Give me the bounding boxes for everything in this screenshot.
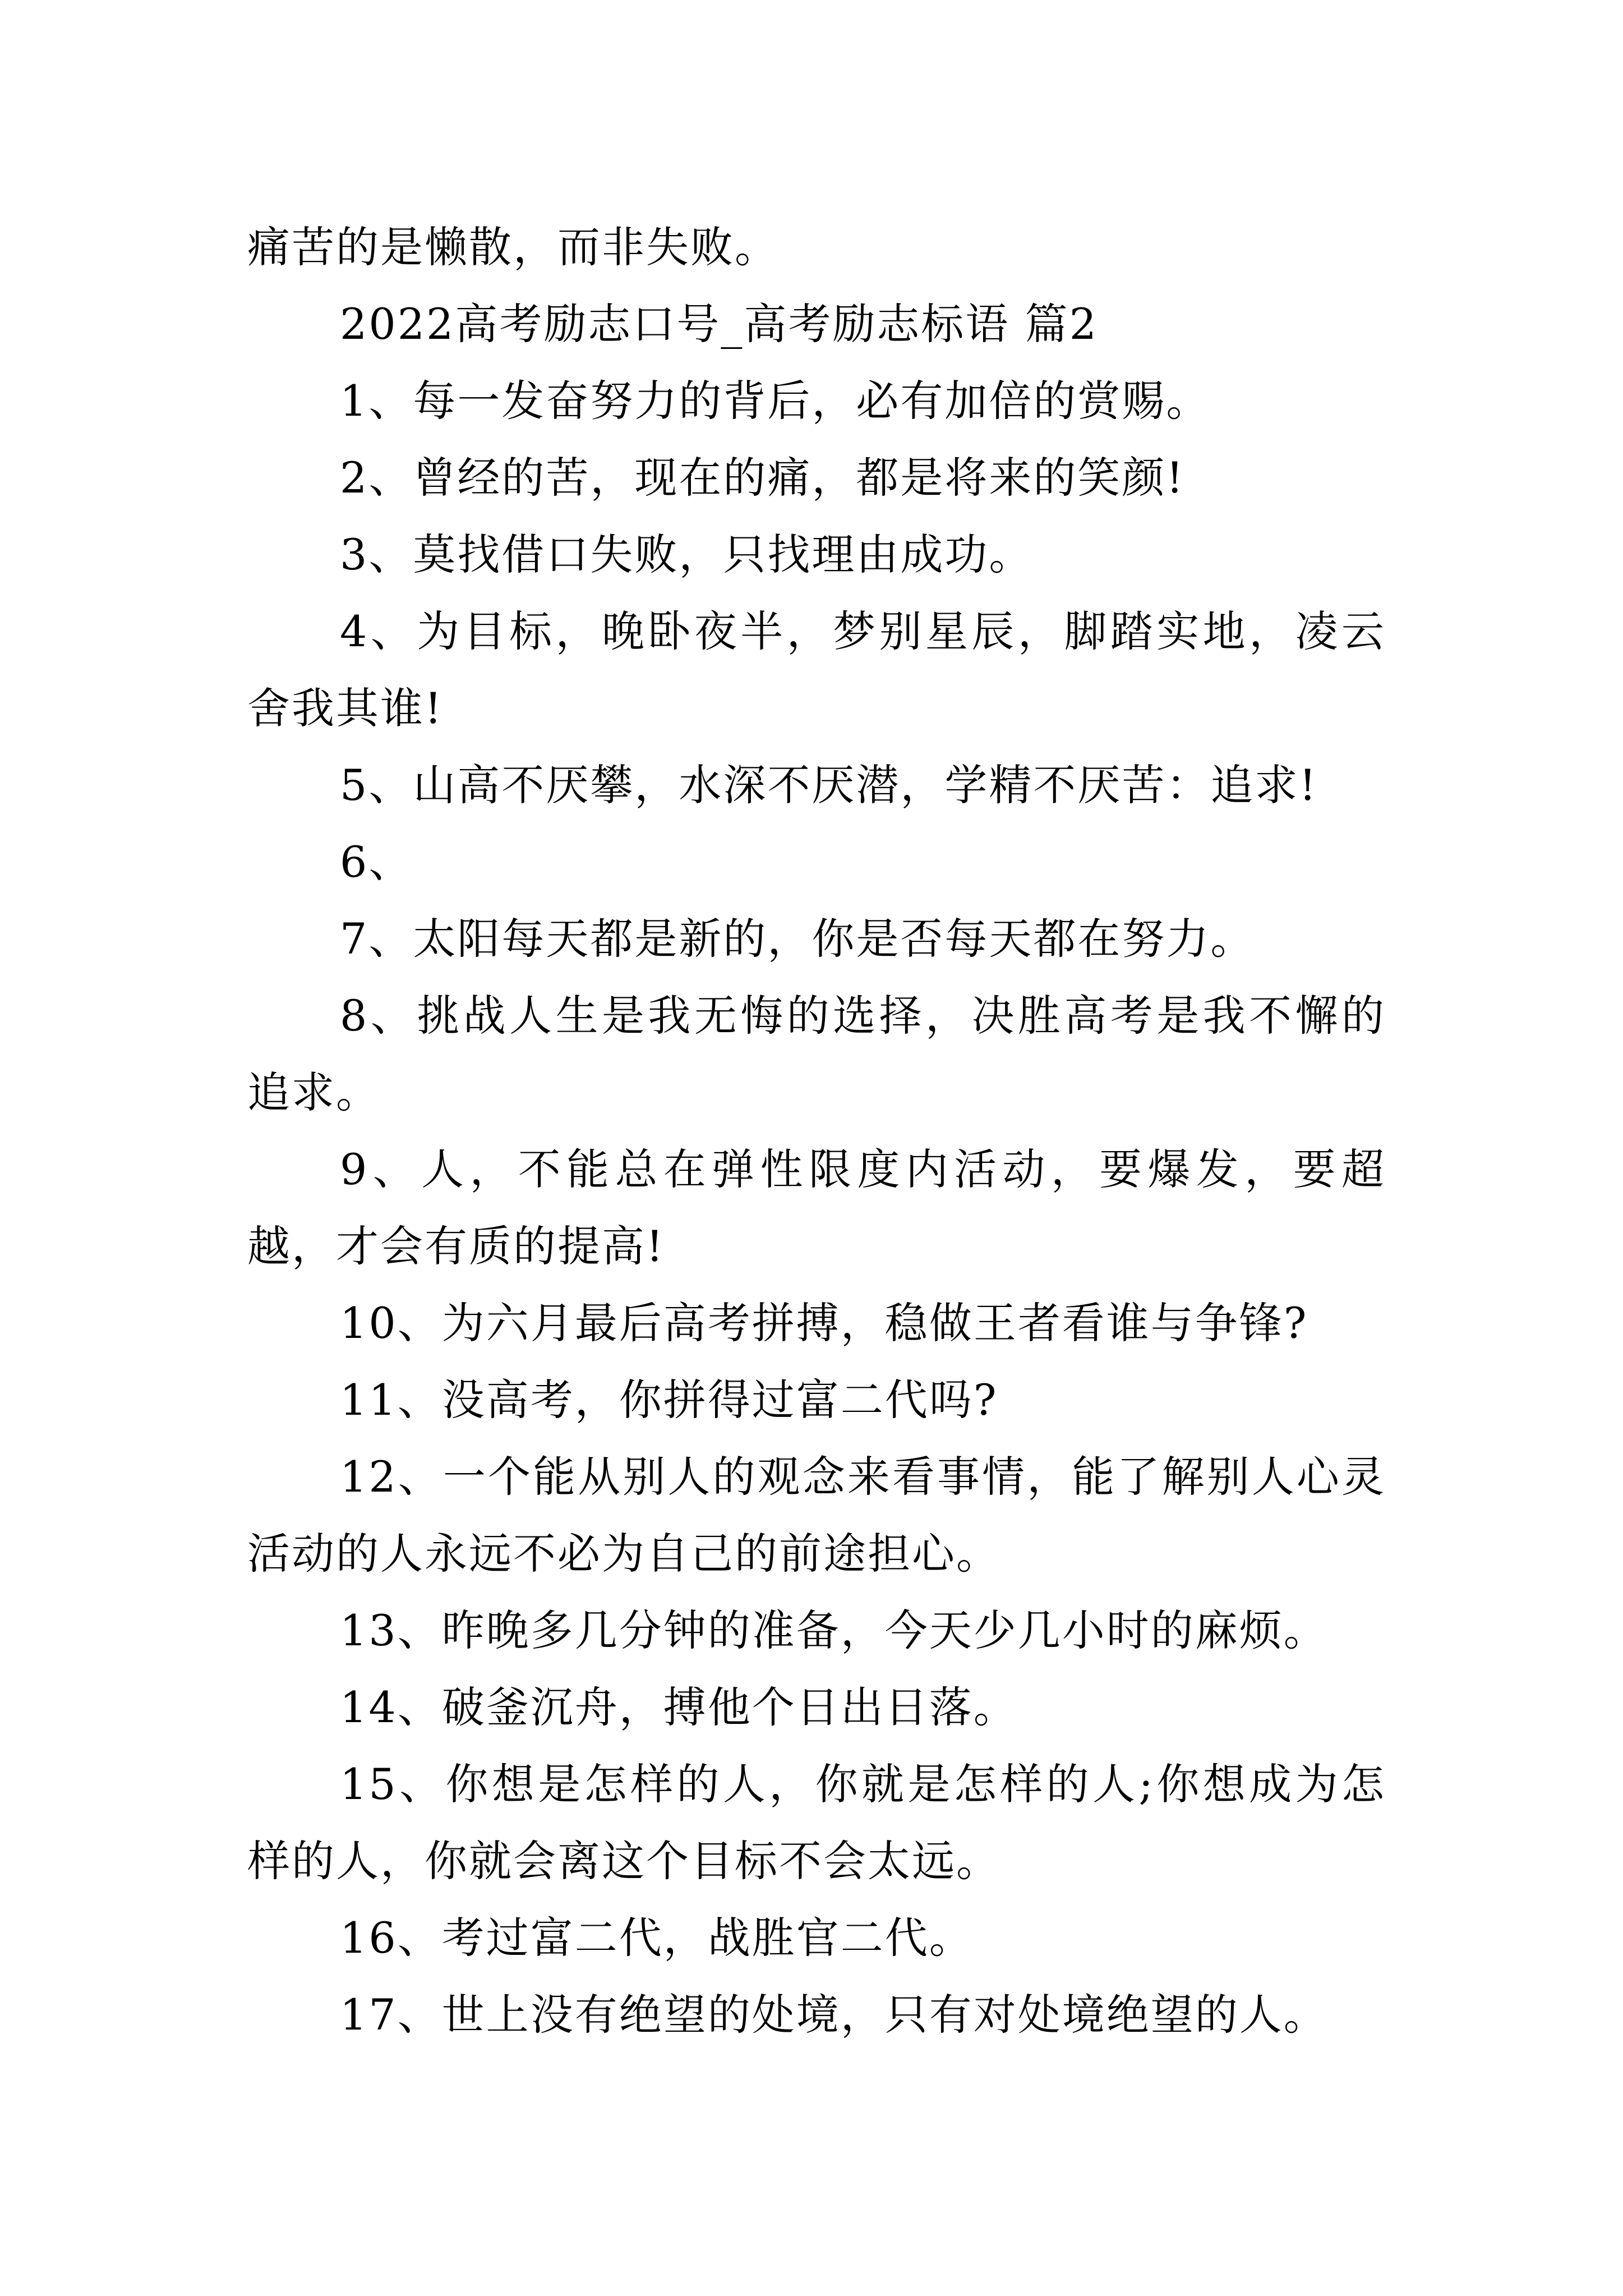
list-item: 7、太阳每天都是新的，你是否每天都在努力。 — [340, 914, 1255, 964]
list-item: 11、没高考，你拼得过富二代吗? — [340, 1375, 998, 1425]
list-item: 8、挑战人生是我无悔的选择，决胜高考是我不懈的追求。 — [247, 991, 1386, 1117]
list-item: 4、为目标，晚卧夜半，梦别星辰，脚踏实地，凌云舍我其谁! — [247, 606, 1386, 733]
list-item: 5、山高不厌攀，水深不厌潜，学精不厌苦：追求! — [340, 760, 1318, 810]
list-item: 3、莫找借口失败，只找理由成功。 — [340, 530, 1034, 579]
list-item: 2、曾经的苦，现在的痛，都是将来的笑颜! — [340, 453, 1185, 503]
list-item: 9、人，不能总在弹性限度内活动，要爆发，要超越，才会有质的提高! — [247, 1144, 1386, 1271]
list-item: 10、为六月最后高考拼搏，稳做王者看谁与争锋? — [340, 1298, 1308, 1348]
list-item: 16、考过富二代，战胜官二代。 — [340, 1913, 974, 1963]
section-heading: 2022高考励志口号_高考励志标语 篇2 — [340, 299, 1098, 349]
list-item: 13、昨晚多几分钟的准备，今天少几小时的麻烦。 — [340, 1605, 1328, 1655]
list-item: 15、你想是怎样的人，你就是怎样的人;你想成为怎样的人，你就会离这个目标不会太远。 — [247, 1759, 1386, 1886]
document-body — [247, 209, 1386, 2053]
paragraph-intro: 痛苦的是懒散，而非失败。 — [247, 222, 779, 272]
list-item: 1、每一发奋努力的背后，必有加倍的赏赐。 — [340, 376, 1211, 426]
list-item: 14、破釜沉舟，搏他个日出日落。 — [340, 1682, 1018, 1732]
list-item: 12、一个能从别人的观念来看事情，能了解别人心灵活动的人永远不必为自己的前途担心。 — [247, 1452, 1386, 1579]
list-item: 6、 — [340, 837, 413, 887]
list-item: 17、世上没有绝望的处境，只有对处境绝望的人。 — [340, 1990, 1328, 2040]
